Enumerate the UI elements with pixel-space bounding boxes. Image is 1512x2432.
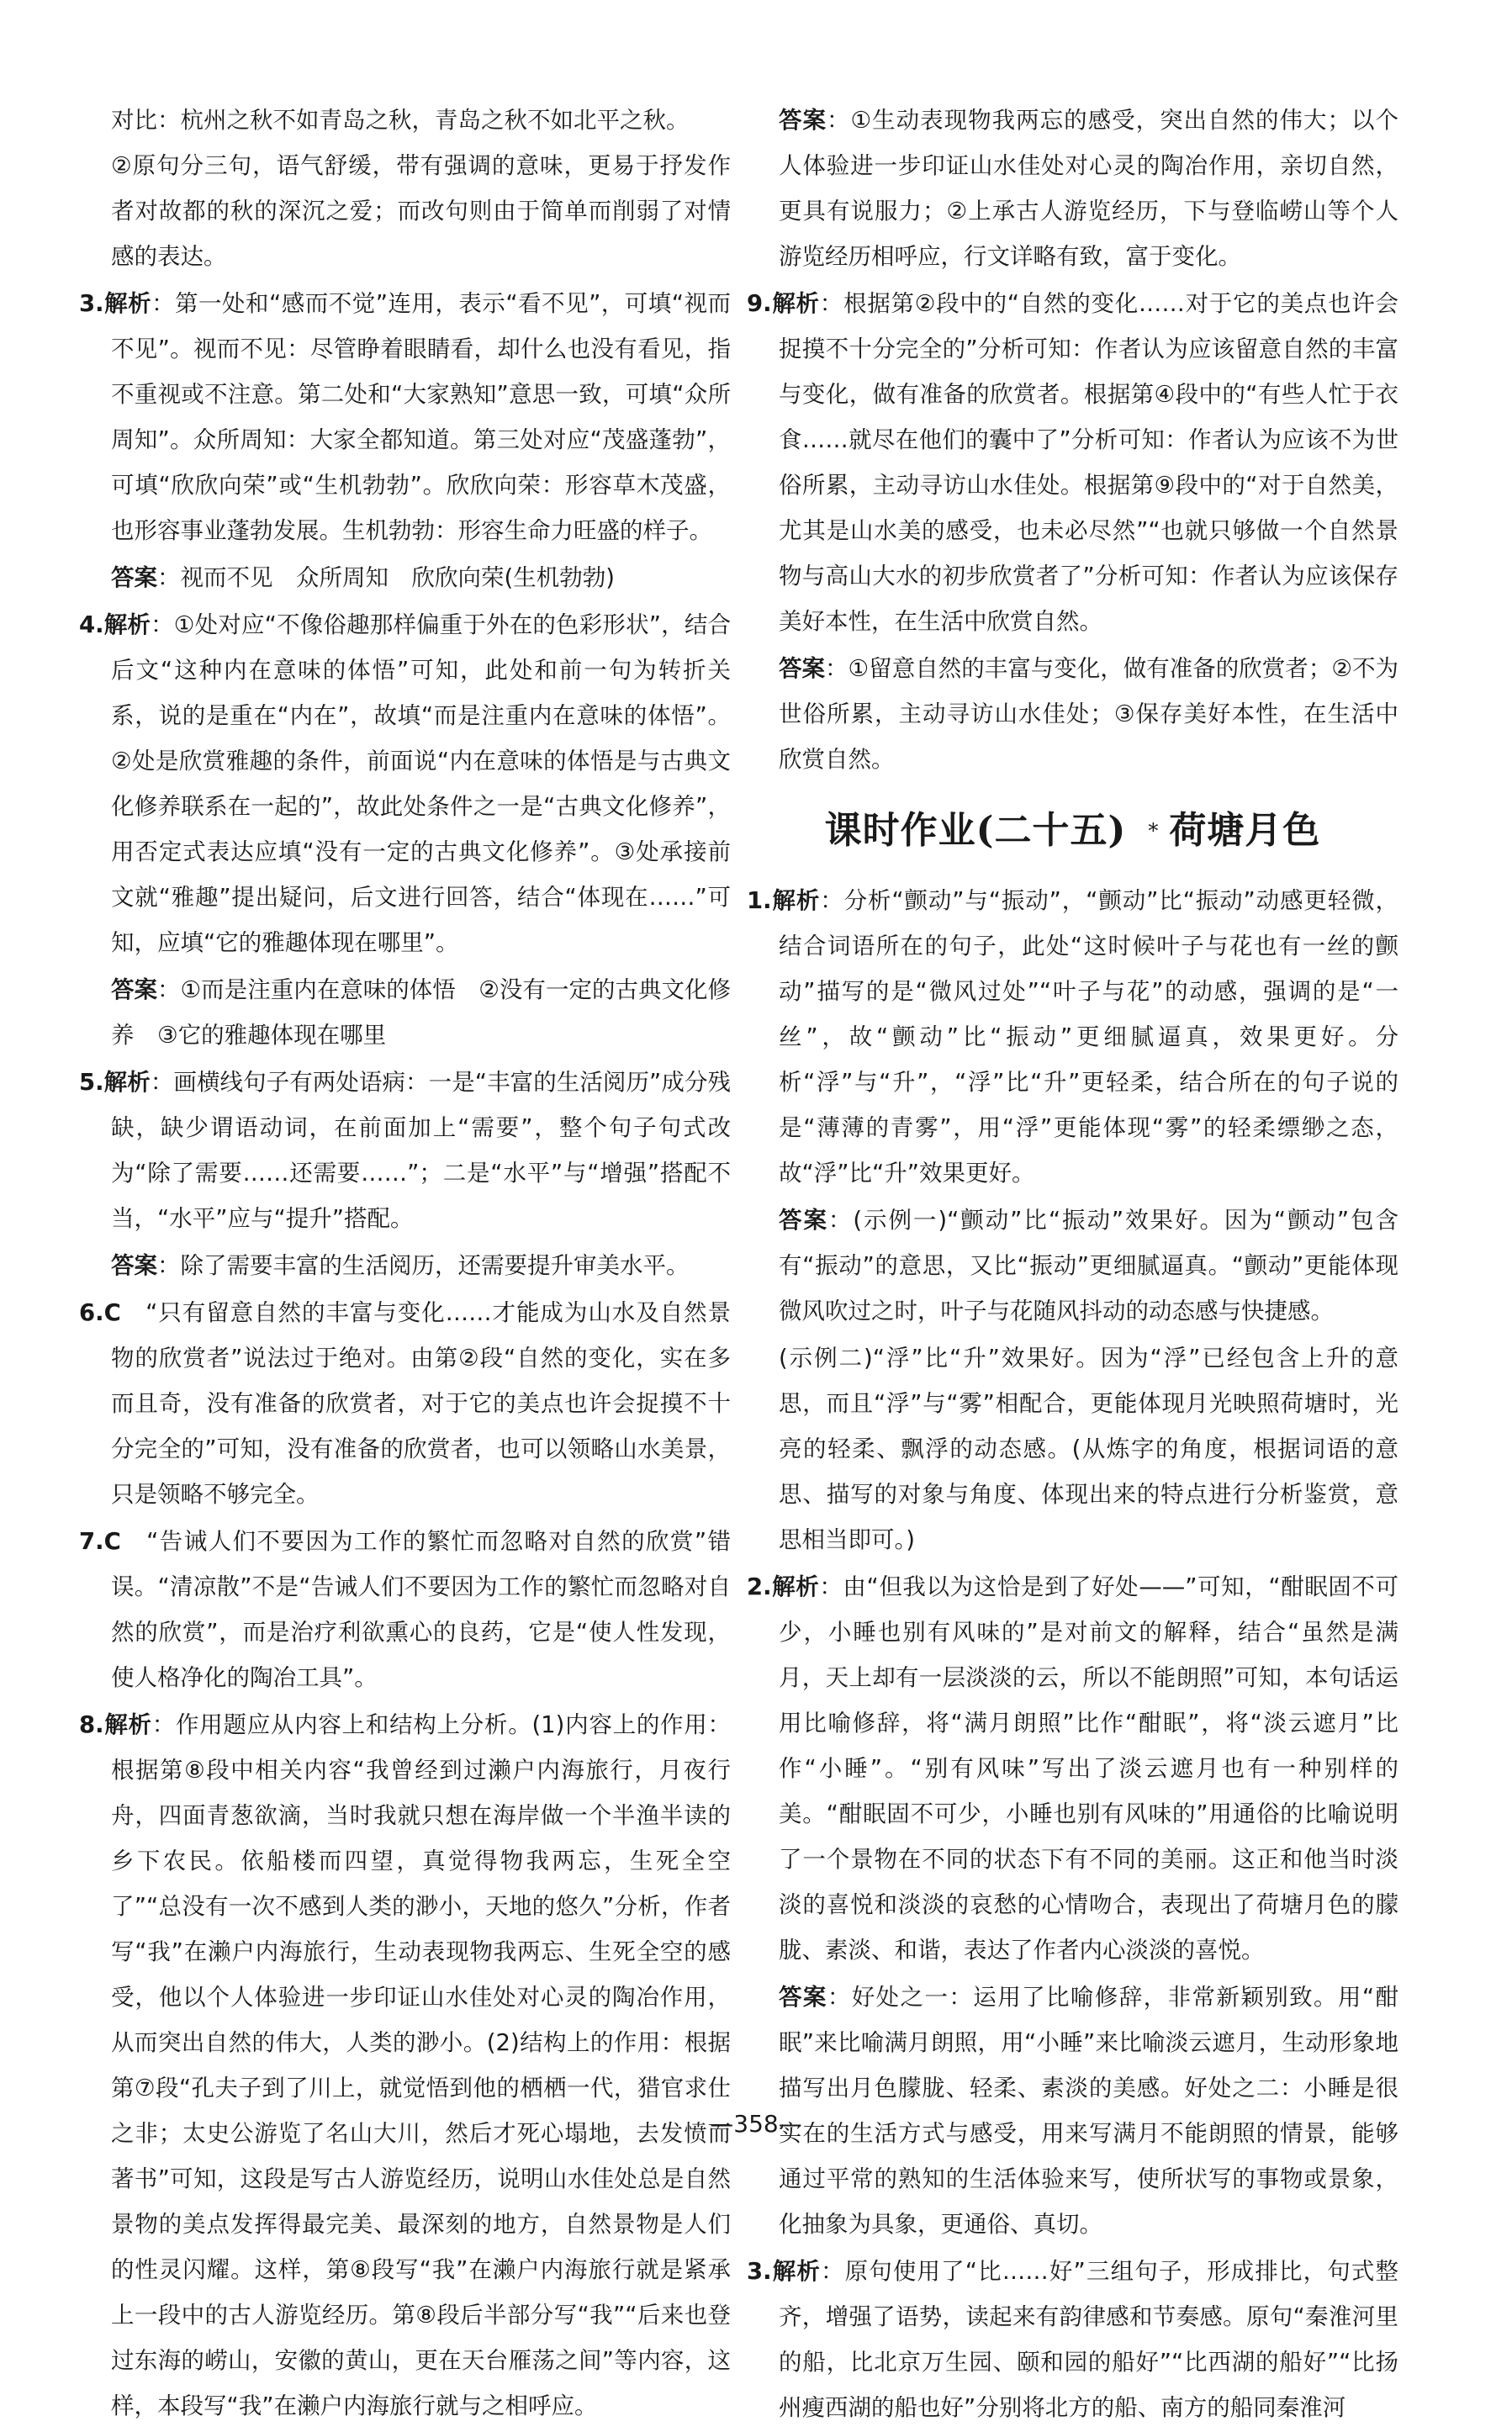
section-answer-1-example-2: (示例二)“浮”比“升”效果好。因为“浮”已经包含上升的意思，而且“浮”与“雾”相配合，更能体现月光映照荷塘时，光亮的轻柔、飘浮的动态感。(从炼字的角度，根据词语的意思、描写的对象与角度、体现出来的特点进行分析鉴赏，意思相当即可。) xyxy=(779,1345,1398,1553)
analysis-label: 解析 xyxy=(103,1069,151,1096)
answer-4 xyxy=(79,967,731,1058)
question-3 xyxy=(79,281,731,553)
answer-text: ：除了需要丰富的生活阅历，还需要提升审美水平。 xyxy=(157,1252,690,1279)
section-subtitle: 荷塘月色 xyxy=(1169,809,1321,852)
question-text: “告诫人们不要因为工作的繁忙而忽略对自然的欣赏”错误。“清凉散”不是“告诫人们不要因为工作的繁忙而忽略对自然的欣赏”，而是治疗利欲熏心的良药，它是“使人性发现，使人格净化的陶冶工具”。 xyxy=(111,1528,731,1691)
analysis-text: ：分析“颤动”与“振动”，“颤动”比“振动”动感更轻微，结合词语所在的句子，此处“这时候叶子与花也有一丝的颤动”描写的是“微风过处”“叶子与花”的动感，强调的是“一丝”，故“颤动”比“振动”更细腻逼真，效果更好。分析“浮”与“升”，“浮”比“升”更轻柔，结合所在的句子说的是“薄薄的青雾”，用“浮”更能体现“雾”的轻柔缥缈之态，故“浮”比“升”效果更好。 xyxy=(779,887,1399,1187)
analysis-text: ：作用题应从内容上和结构上分析。(1)内容上的作用：根据第⑧段中相关内容“我曾经到过濑户内海旅行，月夜行舟，四面青葱欲滴，当时我就只想在海岸做一个半渔半读的乡下农民。依船楼而四望，真觉得物我两忘，生死全空了”“总没有一次不感到人类的渺小，天地的悠久”分析，作者写“我”在濑户内海旅行，生动表现物我两忘、生死全空的感受，他以个人体验进一步印证山水佳处对心灵的陶冶作用，从而突出自然的伟大，人类的渺小。(2)结构上的作用：根据第⑦段“孔夫子到了川上，就觉悟到他的栖栖一代，猎官求仕之非；太史公游览了名山大川，然后才死心塌地，去发愤而著书”可知，这段是写古人游览经历，说明山水佳处总是自然景物的美点发挥得最完美、最深刻的地方，自然景物是人们的性灵闪耀。这样，第⑧段写“我”在濑户内海旅行就是紧承上一段中的古人游览经历。第⑧段后半部分写“我”“后来也登过东海的崂山，安徽的黄山，更在天台雁荡之间”等内容，这样，本段写“我”在濑户内海旅行就与之相呼应。 xyxy=(111,1711,731,2419)
question-number: 8. xyxy=(79,1711,104,1738)
answer-text: ：①生动表现物我两忘的感受，突出自然的伟大；以个人体验进一步印证山水佳处对心灵的陶冶作用，亲切自然，更具有说服力；②上承古人游览经历，下与登临崂山等个人游览经历相呼应，行文详略有致，富于变化。 xyxy=(779,107,1399,270)
answer-text: ：(示例一)“颤动”比“振动”效果好。因为“颤动”包含有“振动”的意思，又比“振动”更细腻逼真。“颤动”更能体现微风吹过之时，叶子与花随风抖动的动态感与快捷感。 xyxy=(779,1207,1399,1324)
question-9 xyxy=(747,281,1398,644)
answer-text: ：视而不见 众所周知 欣欣向荣(生机勃勃) xyxy=(157,564,615,591)
analysis-text: ：由“但我以为这恰是到了好处——”可知，“酣眠固不可少，小睡也别有风味的”是对前文的解释，结合“虽然是满月，天上却有一层淡淡的云，所以不能朗照”可知，本句话运用比喻修辞，将“满月朗照”比作“酣眠”，将“淡云遮月”比作“小睡”。“别有风味”写出了淡云遮月也有一种别样的美。“酣眠固不可少，小睡也别有风味的”用通俗的比喻说明了一个景物在不同的状态下有不同的美丽。这正和他当时淡淡的喜悦和淡淡的哀愁的心情吻合，表现出了荷塘月色的朦胧、素淡、和谐，表达了作者内心淡淡的喜悦。 xyxy=(779,1573,1398,1964)
answer-label: 答案 xyxy=(779,655,826,682)
section-question-1 xyxy=(747,878,1398,1196)
analysis-text: ：①处对应“不像俗趣那样偏重于外在的色彩形状”，结合后文“这种内在意味的体悟”可知，此处和前一句为转折关系，说的是重在“内在”，故填“而是注重内在意味的体悟”。②处是欣赏雅趣的条件，前面说“内在意味的体悟是与古典文化修养联系在一起的”，故此处条件之一是“古典文化修养”，用否定式表达应填“没有一定的古典文化修养”。③处承接前文就“雅趣”提出疑问，后文进行回答，结合“体现在……”可知，应填“它的雅趣体现在哪里”。 xyxy=(111,611,731,956)
question-number: 6. xyxy=(79,1299,104,1326)
analysis-text: ：根据第②段中的“自然的变化……对于它的美点也许会捉摸不十分完全的”分析可知：作者认为应该留意自然的丰富与变化，做有准备的欣赏者。根据第④段中的“有些人忙于衣食……就尽在他们的囊中了”分析可知：作者认为应该不为世俗所累，主动寻访山水佳处。根据第⑨段中的“对于自然美，尤其是山水美的感受，也未必尽然”“也就只够做一个自然景物与高山大水的初步欣赏者了”分析可知：作者认为应该保存美好本性，在生活中欣赏自然。 xyxy=(779,290,1399,635)
answer-text: ：①留意自然的丰富与变化，做有准备的欣赏者；②不为世俗所累，主动寻访山水佳处；③保存美好本性，在生活中欣赏自然。 xyxy=(779,655,1398,773)
continuation-line-1: 对比：杭州之秋不如青岛之秋，青岛之秋不如北平之秋。 xyxy=(111,107,690,134)
star-mark: * xyxy=(1148,819,1160,843)
question-8 xyxy=(79,1702,731,2429)
question-4 xyxy=(79,602,731,965)
answer-label: 答案 xyxy=(111,564,157,591)
analysis-label: 解析 xyxy=(771,887,821,914)
choice-letter: C xyxy=(103,1528,121,1555)
answer-label: 答案 xyxy=(779,1984,827,2011)
section-title-text: 课时作业(二十五) xyxy=(824,809,1127,852)
question-number: 7. xyxy=(79,1528,104,1555)
question-6 xyxy=(79,1290,731,1517)
answer-text: ：好处之一：运用了比喻修辞，非常新颖别致。用“酣眠”来比喻满月朗照，用“小睡”来比喻淡云遮月，生动形象地描写出月色朦胧、轻柔、素淡的美感。好处之二：小睡是很实在的生活方式与感受，用来写满月不能朗照的情景，能够通过平常的熟知的生活体验来写，使所状写的事物或景象，化抽象为具象，更通俗、真切。 xyxy=(779,1984,1399,2238)
continuation-line-2: ②原句分三句，语气舒缓，带有强调的意味，更易于抒发作者对故都的秋的深沉之爱；而改句则由于简单而削弱了对情感的表达。 xyxy=(111,152,731,270)
analysis-text: ：原句使用了“比……好”三组句子，形成排比，句式整齐，增强了语势，读起来有韵律感和节奏感。原句“秦淮河里的船，比北京万生园、颐和园的船好”“比西湖的船好”“比扬州瘦西湖的船也好”分别将北方的船、南方的船同秦淮河 xyxy=(779,2258,1399,2421)
choice-letter: C xyxy=(103,1299,121,1326)
section-answer-1 xyxy=(747,1197,1398,1334)
analysis-text: ：画横线句子有两处语病：一是“丰富的生活阅历”成分残缺，缺少谓语动词，在前面加上“需要”，整个句子句式改为“除了需要……还需要……”；二是“水平”与“增强”搭配不当，“水平”应与“提升”搭配。 xyxy=(111,1069,732,1232)
analysis-label: 解析 xyxy=(771,2258,821,2285)
question-number: 9. xyxy=(747,290,772,317)
section-question-3 xyxy=(747,2249,1398,2430)
answer-label: 答案 xyxy=(111,1252,157,1279)
answer-8 xyxy=(747,98,1398,279)
question-number: 3. xyxy=(747,2258,772,2285)
question-5 xyxy=(79,1060,731,1241)
answer-5 xyxy=(79,1243,731,1288)
analysis-label: 解析 xyxy=(771,290,820,317)
question-text: “只有留意自然的丰富与变化……才能成为山水及自然景物的欣赏者”说法过于绝对。由第②段“自然的变化，实在多而且奇，没有准备的欣赏者，对于它的美点也许会捉摸不十分完全的”可知，没有准备的欣赏者，也可以领略山水美景，只是领略不够完全。 xyxy=(111,1299,732,1508)
analysis-label: 解析 xyxy=(103,290,152,317)
answer-3 xyxy=(79,555,731,600)
analysis-label: 解析 xyxy=(103,1711,152,1738)
answer-label: 答案 xyxy=(779,107,827,134)
left-column xyxy=(79,98,731,2430)
right-column xyxy=(747,98,1398,2432)
question-number: 3. xyxy=(79,290,104,317)
question-number: 4. xyxy=(79,611,104,638)
answer-9 xyxy=(747,646,1398,782)
question-7 xyxy=(79,1519,731,1700)
page-number: —358— xyxy=(710,2110,802,2138)
analysis-label: 解析 xyxy=(103,611,151,638)
section-title xyxy=(747,797,1398,864)
question-number: 1. xyxy=(747,887,772,914)
question-number: 2. xyxy=(747,1573,772,1600)
section-question-2 xyxy=(747,1564,1398,1973)
analysis-label: 解析 xyxy=(771,1573,820,1600)
question-number: 5. xyxy=(79,1069,104,1096)
answer-label: 答案 xyxy=(779,1207,828,1234)
answer-label: 答案 xyxy=(111,976,158,1003)
answer-text: ：①而是注重内在意味的体悟 ②没有一定的古典文化修养 ③它的雅趣体现在哪里 xyxy=(111,976,731,1049)
analysis-text: ：第一处和“感而不觉”连用，表示“看不见”，可填“视而不见”。视而不见：尽管睁着眼睛看，却什么也没有看见，指不重视或不注意。第二处和“大家熟知”意思一致，可填“众所周知”。众所周知：大家全都知道。第三处对应“茂盛蓬勃”，可填“欣欣向荣”或“生机勃勃”。欣欣向荣：形容草木茂盛，也形容事业蓬勃发展。生机勃勃：形容生命力旺盛的样子。 xyxy=(111,290,732,544)
